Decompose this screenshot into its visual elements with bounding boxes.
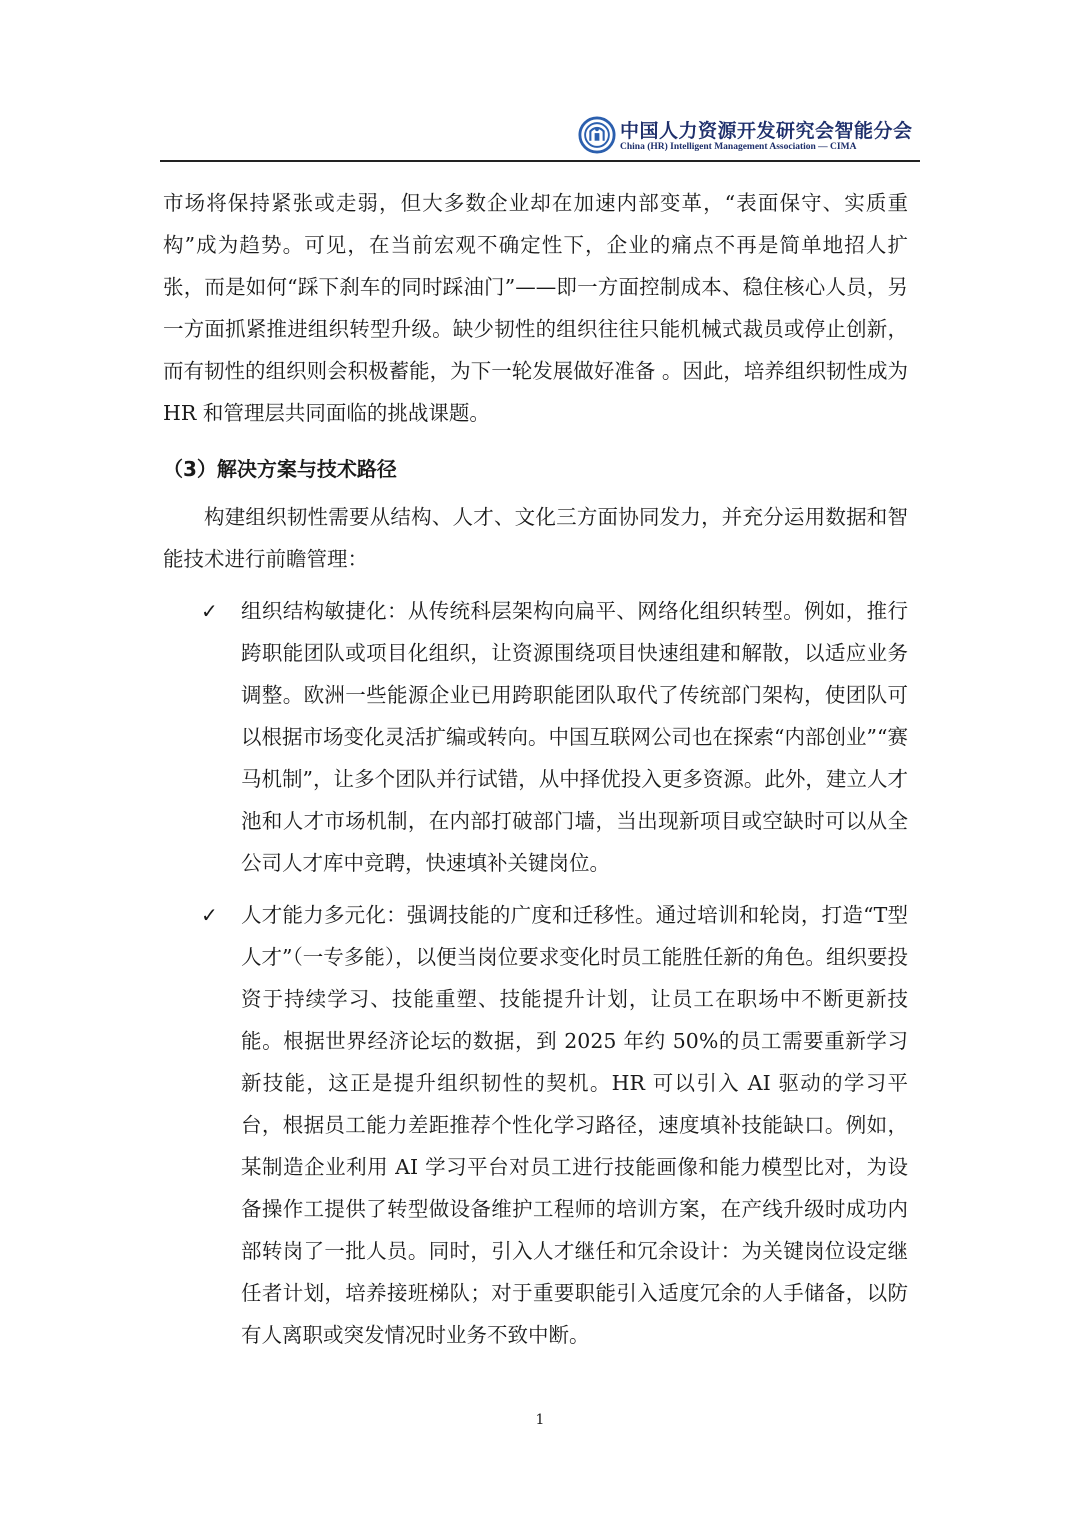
bullet-text: 人才能力多元化：强调技能的广度和迁移性。通过培训和轮岗，打造“T型人才”（一专多能），以便当岗位要求变化时员工能胜任新的角色。组织要投资于持续学习、技能重塑、技能提升计划，让员工在职场中不断更新技能。根据世界经济论坛的数据，到 2025 年约 50%的员工需要重新学习新技能，这正是提升组织韧性的契机。HR 可以引入 AI 驱动的学习平台，根据员工能力差距推荐个性化学习路径，速度填补技能缺口。例如，某制造企业利用 AI 学习平台对员工进行技能画像和能力模型比对，为设备操作工提供了转型做设备维护工程师的培训方案，在产线升级时成功内部转岗了一批人员。同时，引入人才继任和冗余设计：为关键岗位设定继任者计划，培养接班梯队；对于重要职能引入适度冗余的人手储备，以防有人离职或突发情况时业务不致中断。 [241, 903, 908, 1347]
page-number: 1 [535, 1412, 545, 1428]
bullet-item-talent [163, 894, 908, 1356]
paragraph-intro: 构建组织韧性需要从结构、人才、文化三方面协同发力，并充分运用数据和智能技术进行前瞻管理： [163, 505, 908, 571]
org-name-en: China (HR) Intelligent Management Association — CIMA [620, 142, 857, 152]
bullet-item-structure [163, 590, 908, 884]
section-heading: （3）解决方案与技术路径 [163, 457, 397, 481]
paragraph-context: 市场将保持紧张或走弱，但大多数企业却在加速内部变革，“表面保守、实质重构”成为趋势。可见，在当前宏观不确定性下，企业的痛点不再是简单地招人扩张，而是如何“踩下刹车的同时踩油门”——即一方面控制成本、稳住核心人员，另一方面抓紧推进组织转型升级。缺少韧性的组织往往只能机械式裁员或停止创新，而有韧性的组织则会积极蓄能，为下一轮发展做好准备 。因此，培养组织韧性成为 HR 和管理层共同面临的挑战课题。 [163, 191, 908, 425]
org-name-cn: 中国人力资源开发研究会智能分会 [620, 120, 913, 142]
bullet-text: 组织结构敏捷化：从传统科层架构向扁平、网络化组织转型。例如，推行跨职能团队或项目化组织，让资源围绕项目快速组建和解散，以适应业务调整。欧洲一些能源企业已用跨职能团队取代了传统部门架构，使团队可以根据市场变化灵活扩编或转向。中国互联网公司也在探索“内部创业”“赛马机制”，让多个团队并行试错，从中择优投入更多资源。此外，建立人才池和人才市场机制，在内部打破部门墙，当出现新项目或空缺时可以从全公司人才库中竞聘，快速填补关键岗位。 [241, 599, 908, 875]
check-icon: ✓ [201, 903, 218, 927]
document-body [163, 182, 908, 1356]
check-icon: ✓ [201, 599, 218, 623]
page-header [160, 112, 920, 162]
cima-logo-icon [578, 116, 616, 154]
